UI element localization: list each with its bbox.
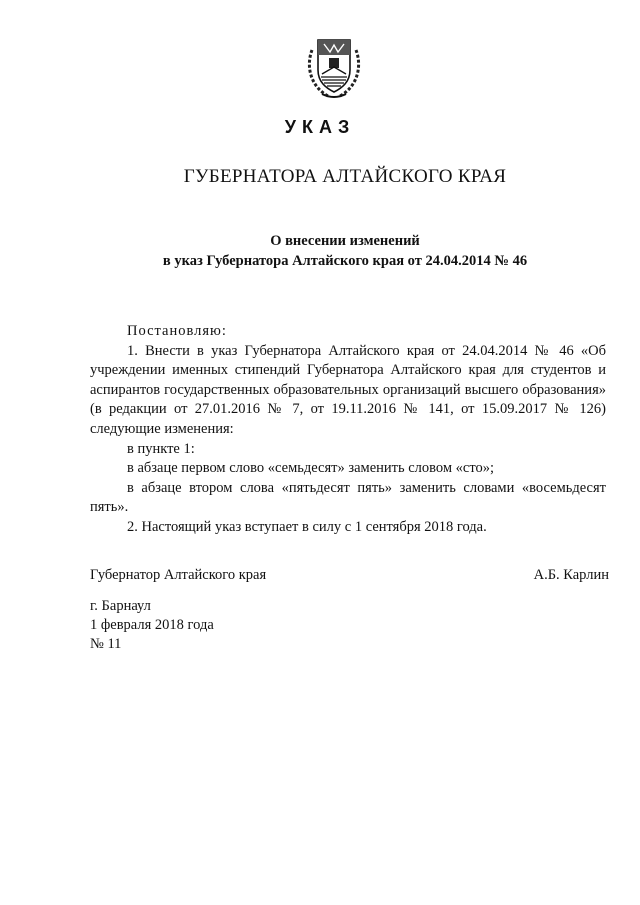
altai-krai-coat-of-arms-icon bbox=[304, 30, 364, 102]
document-subject bbox=[0, 231, 640, 271]
paragraph-item-1-sub-2: в абзаце первом слово «семьдесят» заменить словом «сто»; bbox=[127, 460, 495, 477]
issuer-title: ГУБЕРНАТОРА АЛТАЙСКОГО КРАЯ bbox=[183, 166, 507, 187]
paragraph-item-1-sub-1: в пункте 1: bbox=[127, 440, 195, 457]
document-type-title: УКАЗ bbox=[284, 117, 356, 137]
paragraph-item-1-sub-3: в абзаце втором слова «пятьдесят пять» заменить словами «восемьдесят пять». bbox=[90, 479, 606, 516]
signatory-name: А.Б. Карлин bbox=[533, 567, 609, 583]
paragraph-item-1: 1. Внести в указ Губернатора Алтайского края от 24.04.2014 № 46 «Об учреждении именных стипендий Губернатора Алтайского края для студентов и аспирантов государственных образовательных организаций высшего образования» (в редакции от 27.01.2016 № 7, от 19.11.2016 № 141, от 15.09.2017 № 126) следующие изменения: bbox=[90, 342, 606, 437]
signature-block bbox=[90, 567, 609, 584]
document-body bbox=[90, 322, 606, 538]
document-number: № 11 bbox=[90, 636, 122, 652]
subject-line-1: О внесении изменений bbox=[270, 233, 420, 249]
place-date-number bbox=[90, 597, 214, 654]
date: 1 февраля 2018 года bbox=[90, 617, 214, 633]
paragraph-item-2: 2. Настоящий указ вступает в силу с 1 сентября 2018 года. bbox=[127, 518, 487, 535]
signatory-position: Губернатор Алтайского края bbox=[90, 567, 267, 583]
city: г. Барнаул bbox=[90, 598, 151, 614]
subject-line-2: в указ Губернатора Алтайского края от 24.04.2014 № 46 bbox=[162, 253, 528, 269]
preamble: Постановляю: bbox=[127, 323, 227, 339]
